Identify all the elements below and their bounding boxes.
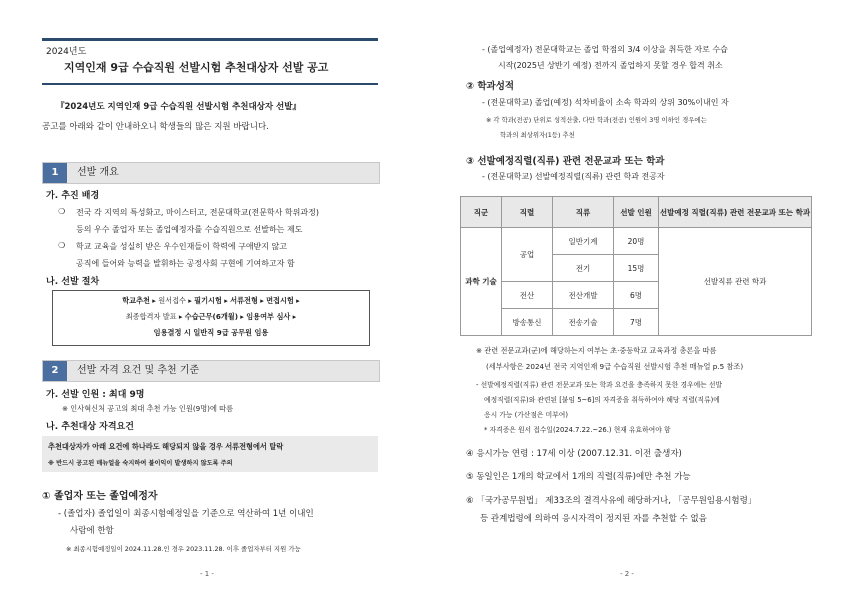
item-6-line-b: 등 관계법령에 의하여 응시자격이 정지된 자를 추천할 수 없음 <box>480 514 707 524</box>
step-school: 학교추천 <box>122 296 150 305</box>
page-number: - 1 - <box>200 570 214 578</box>
series-cell: 전산 <box>502 282 553 309</box>
item-1-line-b: 사람에 한함 <box>70 526 114 536</box>
header-group: 직군 <box>461 197 502 228</box>
subsection-procedure: 나. 선발 절차 <box>46 277 100 287</box>
item-3-heading: ③ 선발예정직렬(직류) 관련 전문교과 또는 학과 <box>466 156 665 167</box>
item-2-line: - (전문대학교) 졸업(예정) 석차비율이 소속 학과의 상위 30%이내인 자 <box>482 98 729 107</box>
table-note-1b: (세부사항은 2024년 전국 지역인재 9급 수습직원 선발시험 추천 매뉴얼 p.5 참조) <box>486 362 744 371</box>
step-probation: 수습근무(6개월) <box>184 312 239 321</box>
bullet-1-icon: ❍ <box>58 207 66 216</box>
header-series: 직렬 <box>502 197 553 228</box>
table-header-row <box>461 197 812 228</box>
qualification-heading: 나. 추천대상 자격요건 <box>46 422 134 432</box>
count-cell: 7명 <box>614 309 659 336</box>
title-box <box>42 38 378 85</box>
item-1-heading: ① 졸업자 또는 졸업예정자 <box>42 491 158 502</box>
kind-cell: 일반기계 <box>553 228 614 255</box>
positions-table <box>460 196 812 336</box>
page-title: 지역인재 9급 수습직원 선발시험 추천대상자 선발 공고 <box>64 61 329 74</box>
group-cell: 과학 기술 <box>461 228 502 336</box>
kind-cell: 전기 <box>553 255 614 282</box>
kind-cell: 전산개발 <box>553 282 614 309</box>
table-note-1a: ※ 관련 전문교과(군)에 해당하는지 여부는 초·중등학교 교육과정 총론을 따름 <box>476 346 717 355</box>
graduate-line-b: 시작(2025년 상반기 예정) 전까지 졸업하지 못할 경우 합격 취소 <box>498 61 723 70</box>
procedure-row-3: 임용결정 시 일반직 9급 공무원 임용 <box>153 328 269 337</box>
notice-line-1: 추천대상자가 아래 요건에 하나라도 해당되지 않을 경우 서류전형에서 탈락 <box>48 442 284 451</box>
kind-cell: 전송기술 <box>553 309 614 336</box>
selection-count-note: ※ 인사혁신처 공고의 최대 추천 가능 인원(9명)에 따름 <box>62 404 234 413</box>
step-document: 서류전형 <box>230 296 258 305</box>
table-note-3: * 자격증은 원서 접수일(2024.7.22.~26.) 현재 유효하여야 함 <box>484 426 671 434</box>
section-1-label: 선발 개요 <box>77 167 119 178</box>
item-1-line-a: - (졸업자) 졸업일이 최종시험예정일을 기준으로 역산하여 1년 이내인 <box>58 509 314 519</box>
bg-line-1b: 등의 우수 졸업자 또는 졸업예정자를 수습직원으로 선발하는 제도 <box>76 225 303 234</box>
page-number: - 2 - <box>620 570 634 578</box>
selection-count: 가. 선발 인원 : 최대 9명 <box>46 390 145 400</box>
step-final: 최종합격자 발표 <box>125 312 177 321</box>
item-3-line: - (전문대학교) 선발예정직렬(직류) 관련 학과 전공자 <box>482 172 665 181</box>
section-2-header <box>42 360 380 382</box>
notice-box <box>42 436 378 472</box>
table-note-2c: 응시 가능 (가산점은 미부여) <box>484 411 569 419</box>
intro-title: 『2024년도 지역인재 9급 수습직원 선발시험 추천대상자 선발』 <box>56 102 301 112</box>
item-2-note-2: 학과의 최상위자(1등) 추천 <box>500 131 575 139</box>
item-4: ④ 응시가능 연령 : 17세 이상 (2007.12.31. 이전 출생자) <box>466 449 682 459</box>
header-count: 선발 인원 <box>614 197 659 228</box>
series-cell: 방송통신 <box>502 309 553 336</box>
step-application: 원서접수 <box>158 296 186 305</box>
step-interview: 면접시험 <box>266 296 294 305</box>
table-row <box>461 228 812 255</box>
count-cell: 20명 <box>614 228 659 255</box>
bg-line-2b: 공직에 들어와 능력을 발휘하는 공정사회 구현에 기여하고자 함 <box>76 259 295 268</box>
related-cell: 선발직류 관련 학과 <box>659 228 812 336</box>
subsection-background: 가. 추진 배경 <box>46 191 100 201</box>
header-related: 선발예정 직렬(직류) 관련 전문교과 또는 학과 <box>659 197 812 228</box>
step-written: 필기시험 <box>194 296 222 305</box>
section-2-number: 2 <box>43 361 67 381</box>
table-note-2b: 예정직렬(직류)와 관련된 [붙임 5~6]의 자격증을 취득하여야 해당 직렬(직류)에 <box>484 396 720 404</box>
procedure-row-2: 최종합격자 발표 ▸ 수습근무(6개월) ▸ 임용여부 심사 ▸ <box>125 312 297 321</box>
item-2-note-1: ※ 각 학과(전공) 단위로 성적산출, 다만 학과(전공) 인원이 3명 이하인 경우에는 <box>486 116 707 124</box>
page-1 <box>0 0 420 595</box>
procedure-box <box>52 290 370 346</box>
section-1-header <box>42 162 380 184</box>
bg-line-1a: 전국 각 지역의 특성화고, 마이스터고, 전문대학교(전문학사 학위과정) <box>76 208 319 217</box>
item-2-heading: ② 학과성적 <box>466 81 515 92</box>
section-1-number: 1 <box>43 163 67 183</box>
item-5: ⑤ 동일인은 1개의 학교에서 1개의 직렬(직류)에만 추천 가능 <box>466 472 691 482</box>
graduate-line-a: - (졸업예정자) 전문대학교는 졸업 학점의 3/4 이상을 취득한 자로 수습 <box>482 45 728 54</box>
item-6-line-a: ⑥ 「국가공무원법」 제33조의 결격사유에 해당하거나, 「공무원임용시험령」 <box>466 496 757 506</box>
year-label: 2024년도 <box>46 47 87 57</box>
table-note-2a: - 선발예정직렬(직류) 관련 전문교과 또는 학과 요건을 충족하지 못한 경우에는 선발 <box>476 381 723 389</box>
count-cell: 6명 <box>614 282 659 309</box>
section-2-label: 선발 자격 요건 및 추천 기준 <box>77 365 200 376</box>
bg-line-2a: 학교 교육을 성실히 받은 우수인재들이 학력에 구애받지 않고 <box>76 242 287 251</box>
item-1-note: ※ 최종시험예정일이 2024.11.28.인 경우 2023.11.28. 이후 졸업자부터 지원 가능 <box>66 545 301 553</box>
count-cell: 15명 <box>614 255 659 282</box>
step-review: 임용여부 심사 <box>246 312 291 321</box>
series-cell: 공업 <box>502 228 553 282</box>
bullet-2-icon: ❍ <box>58 241 66 250</box>
procedure-row-1: 학교추천 ▸ 원서접수 ▸ 필기시험 ▸ 서류전형 ▸ 면접시험 ▸ <box>122 296 300 305</box>
notice-line-2: ※ 반드시 공고된 매뉴얼을 숙지하여 불이익이 발생하지 않도록 주의 <box>48 460 233 467</box>
intro-text: 공고를 아래와 같이 안내하오니 학생들의 많은 지원 바랍니다. <box>42 122 269 132</box>
header-kind: 직류 <box>553 197 614 228</box>
